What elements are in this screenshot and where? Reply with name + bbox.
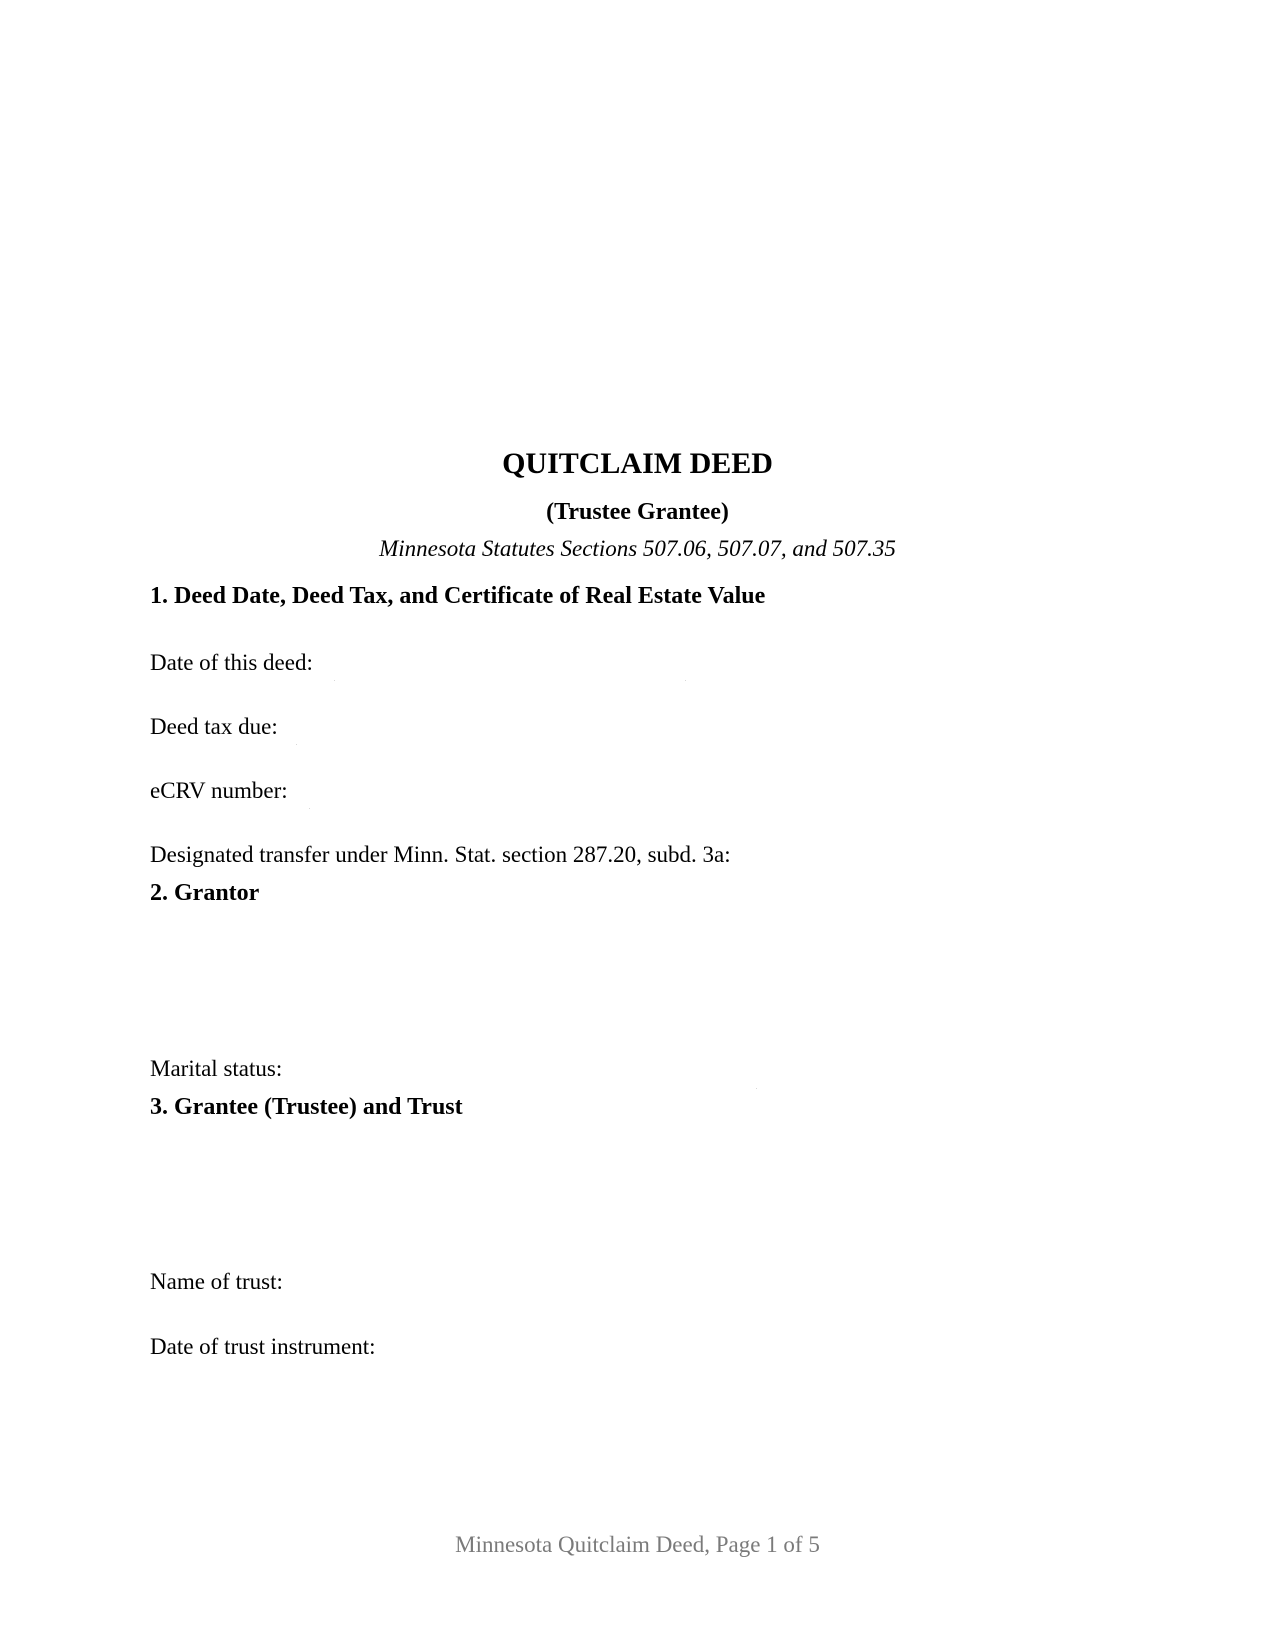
trust-name-label: Name of trust: (150, 1269, 283, 1294)
ecrv-number-label: eCRV number: (150, 778, 288, 803)
trust-date-label: Date of trust instrument: (150, 1334, 376, 1359)
document-title: QUITCLAIM DEED (502, 447, 773, 480)
deed-tax-label: Deed tax due: (150, 714, 278, 739)
marital-status-field-marker[interactable] (756, 1088, 757, 1089)
section-3-heading: 3. Grantee (Trustee) and Trust (150, 1094, 463, 1120)
marital-status-label: Marital status: (150, 1056, 283, 1081)
deed-date-label: Date of this deed: (150, 650, 313, 675)
designated-transfer-label: Designated transfer under Minn. Stat. section 287.20, subd. 3a: (150, 842, 731, 867)
section-1-heading: 1. Deed Date, Deed Tax, and Certificate of Real Estate Value (150, 583, 766, 609)
document-subtitle: (Trustee Grantee) (546, 499, 729, 525)
ecrv-number-field-marker[interactable] (309, 808, 310, 809)
deed-date-field-end-marker (685, 680, 686, 681)
deed-tax-field-marker[interactable] (296, 744, 297, 745)
statute-reference: Minnesota Statutes Sections 507.06, 507.07, and 507.35 (379, 536, 896, 561)
section-2-heading: 2. Grantor (150, 880, 260, 906)
deed-date-field-marker[interactable] (334, 680, 335, 681)
page-footer: Minnesota Quitclaim Deed, Page 1 of 5 (455, 1532, 820, 1557)
